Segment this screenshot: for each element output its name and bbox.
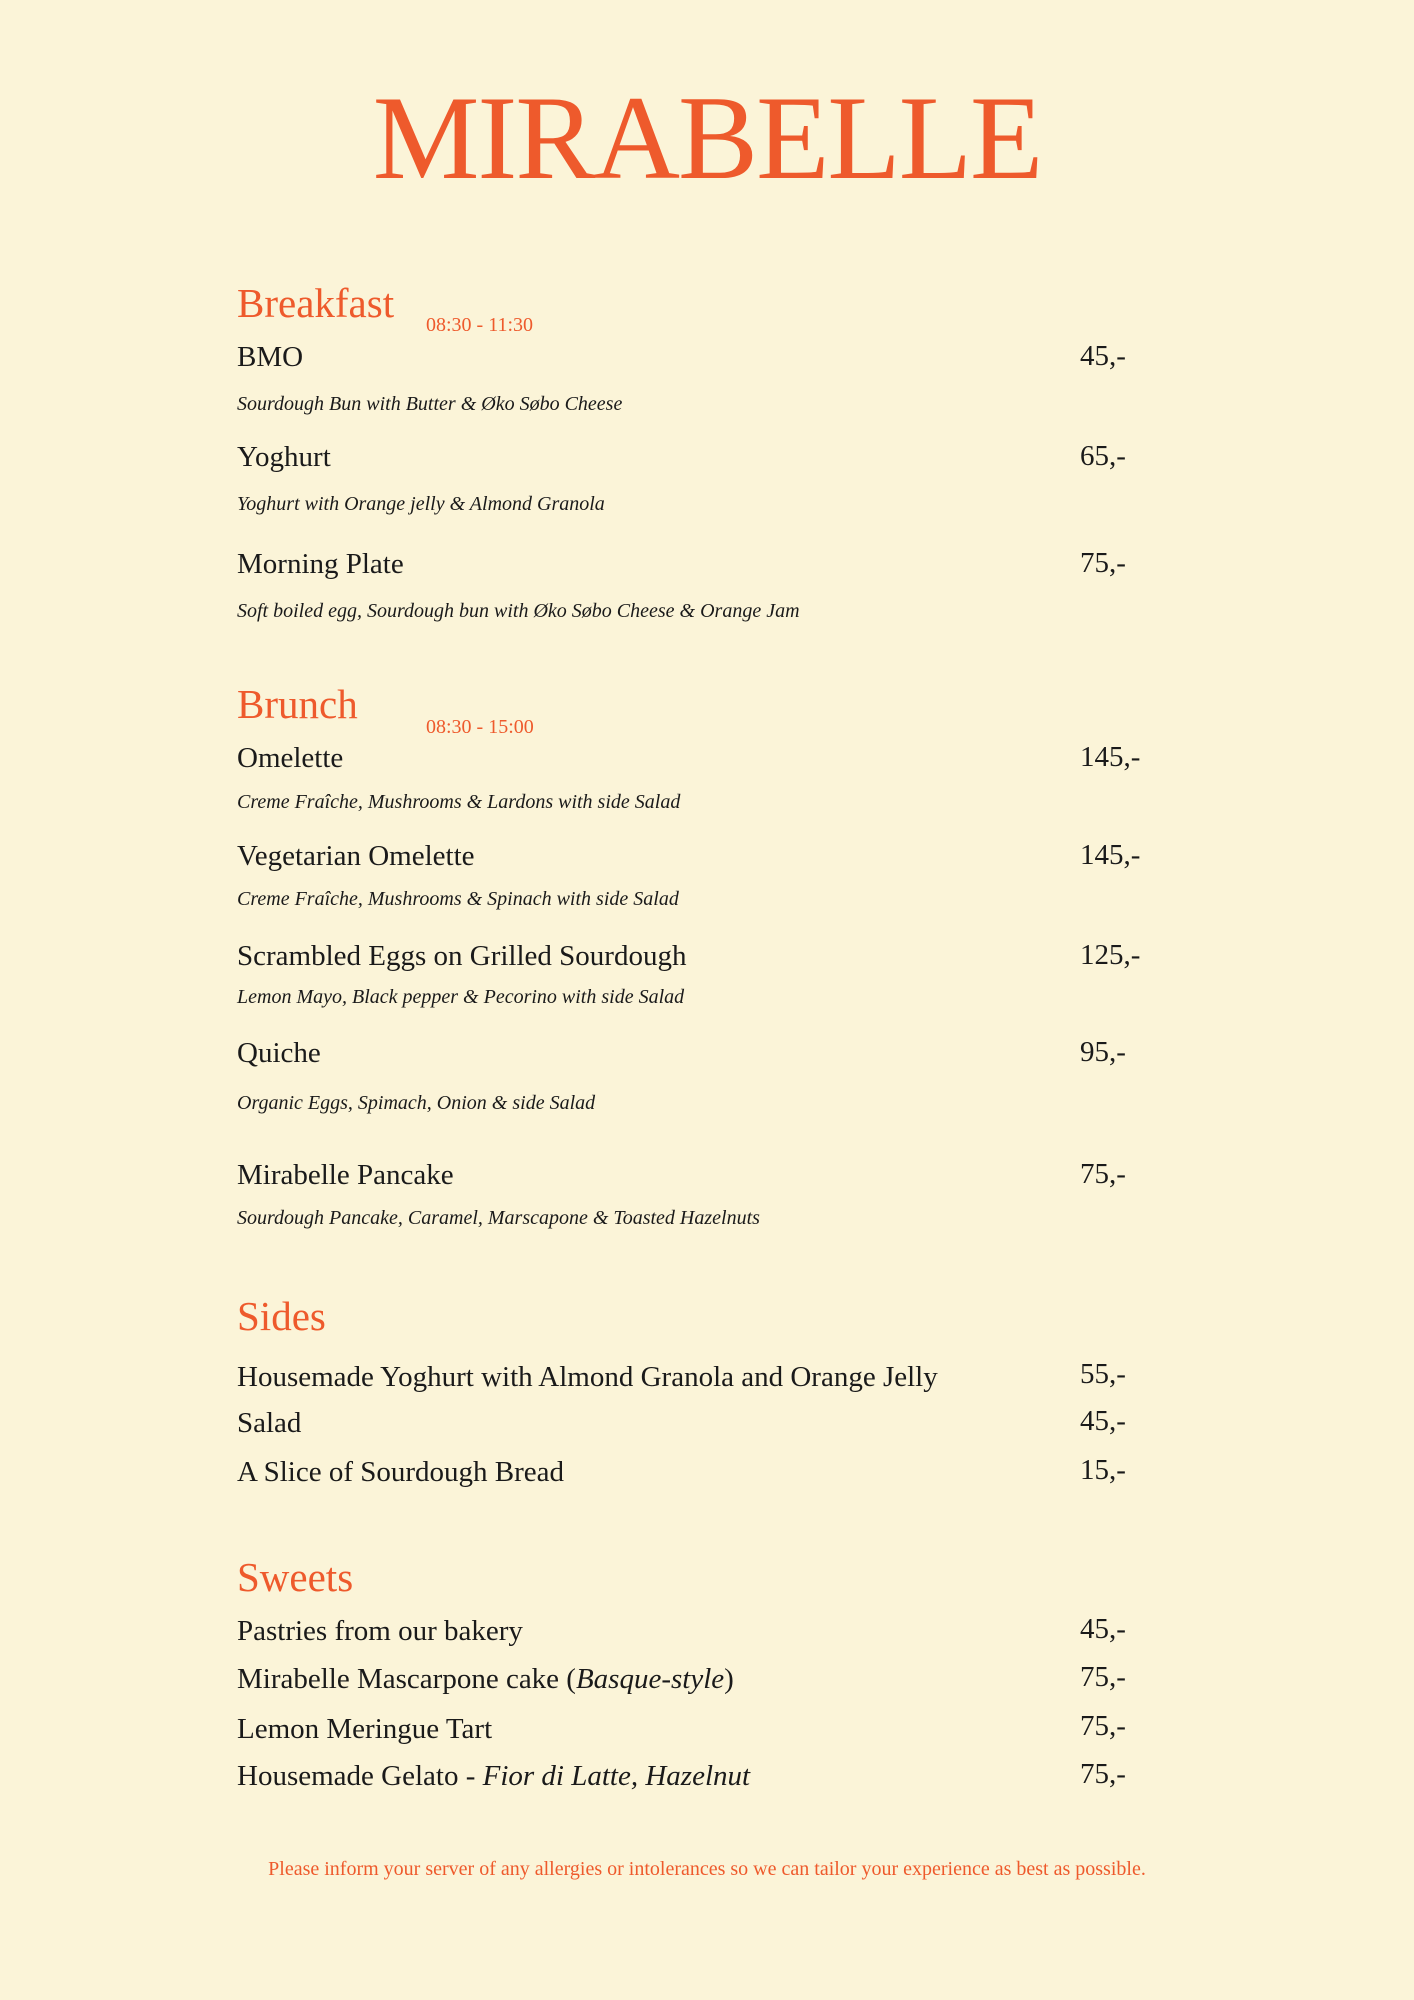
section-title-sweets: Sweets	[237, 1554, 354, 1600]
menu-item-name: Salad	[237, 1407, 302, 1439]
menu-item-price: 125,-	[1080, 939, 1141, 971]
menu-item-name: Housemade Yoghurt with Almond Granola and Orange Jelly	[237, 1361, 938, 1393]
menu-item-name-suffix: )	[724, 1663, 734, 1695]
menu-item-name-italic: Fior di Latte, Hazelnut	[482, 1760, 751, 1792]
menu-item-price: 45,-	[1080, 340, 1126, 372]
menu-item-name: Housemade Gelato -	[237, 1760, 483, 1792]
brunch-hours: 08:30 - 15:00	[426, 716, 534, 738]
menu-item-name: Vegetarian Omelette	[237, 840, 475, 872]
menu-item-name: Mirabelle Pancake	[237, 1159, 454, 1191]
section-title-breakfast: Breakfast	[237, 280, 395, 326]
menu-item-name: Pastries from our bakery	[237, 1615, 523, 1647]
menu-item-price: 75,-	[1080, 1710, 1126, 1742]
restaurant-title: MIRABELLE	[372, 71, 1042, 204]
menu-item-price: 75,-	[1080, 1158, 1126, 1190]
menu-item-price: 75,-	[1080, 1661, 1126, 1693]
menu-item-name-italic: Basque-style	[575, 1663, 725, 1695]
menu-item-description: Yoghurt with Orange jelly & Almond Granola	[237, 493, 605, 515]
menu-item-gelato	[237, 1759, 750, 1793]
menu-item-description: Sourdough Bun with Butter & Øko Søbo Cheese	[237, 393, 623, 415]
menu-item-description: Creme Fraîche, Mushrooms & Spinach with side Salad	[237, 888, 679, 910]
menu-item-name: Morning Plate	[237, 548, 404, 580]
breakfast-hours: 08:30 - 11:30	[426, 314, 534, 336]
menu-item-name: Yoghurt	[237, 441, 331, 473]
menu-item-price: 95,-	[1080, 1036, 1126, 1068]
menu-item-description: Soft boiled egg, Sourdough bun with Øko Søbo Cheese & Orange Jam	[237, 600, 800, 622]
section-title-sides: Sides	[237, 1293, 326, 1339]
menu-item-name: Mirabelle Mascarpone cake (	[237, 1663, 576, 1695]
menu-item-price: 75,-	[1080, 547, 1126, 579]
menu-item-description: Lemon Mayo, Black pepper & Pecorino with side Salad	[237, 986, 685, 1008]
menu-item-price: 75,-	[1080, 1758, 1126, 1790]
menu-item-name: A Slice of Sourdough Bread	[237, 1456, 565, 1488]
menu-item-name: BMO	[237, 341, 304, 373]
menu-item-price: 15,-	[1080, 1454, 1126, 1486]
menu-item-price: 145,-	[1080, 839, 1141, 871]
allergy-notice: Please inform your server of any allergies or intolerances so we can tailor your experience as best as possible.	[268, 1858, 1146, 1880]
menu-item-name: Lemon Meringue Tart	[237, 1713, 493, 1745]
menu-item-price: 45,-	[1080, 1405, 1126, 1437]
menu-item-name: Omelette	[237, 742, 344, 774]
menu-item-price: 55,-	[1080, 1358, 1126, 1390]
menu-item-price: 45,-	[1080, 1613, 1126, 1645]
menu-item-price: 65,-	[1080, 440, 1126, 472]
menu-item-price: 145,-	[1080, 741, 1141, 773]
menu-item-name: Scrambled Eggs on Grilled Sourdough	[237, 940, 687, 972]
menu-item-description: Creme Fraîche, Mushrooms & Lardons with side Salad	[237, 791, 681, 813]
menu-item-description: Organic Eggs, Spimach, Onion & side Salad	[237, 1092, 596, 1114]
section-title-brunch: Brunch	[237, 681, 358, 727]
menu-item-description: Sourdough Pancake, Caramel, Marscapone & Toasted Hazelnuts	[237, 1207, 760, 1229]
menu-item-name: Quiche	[237, 1037, 321, 1069]
menu-item-mascarpone-cake	[237, 1662, 734, 1696]
